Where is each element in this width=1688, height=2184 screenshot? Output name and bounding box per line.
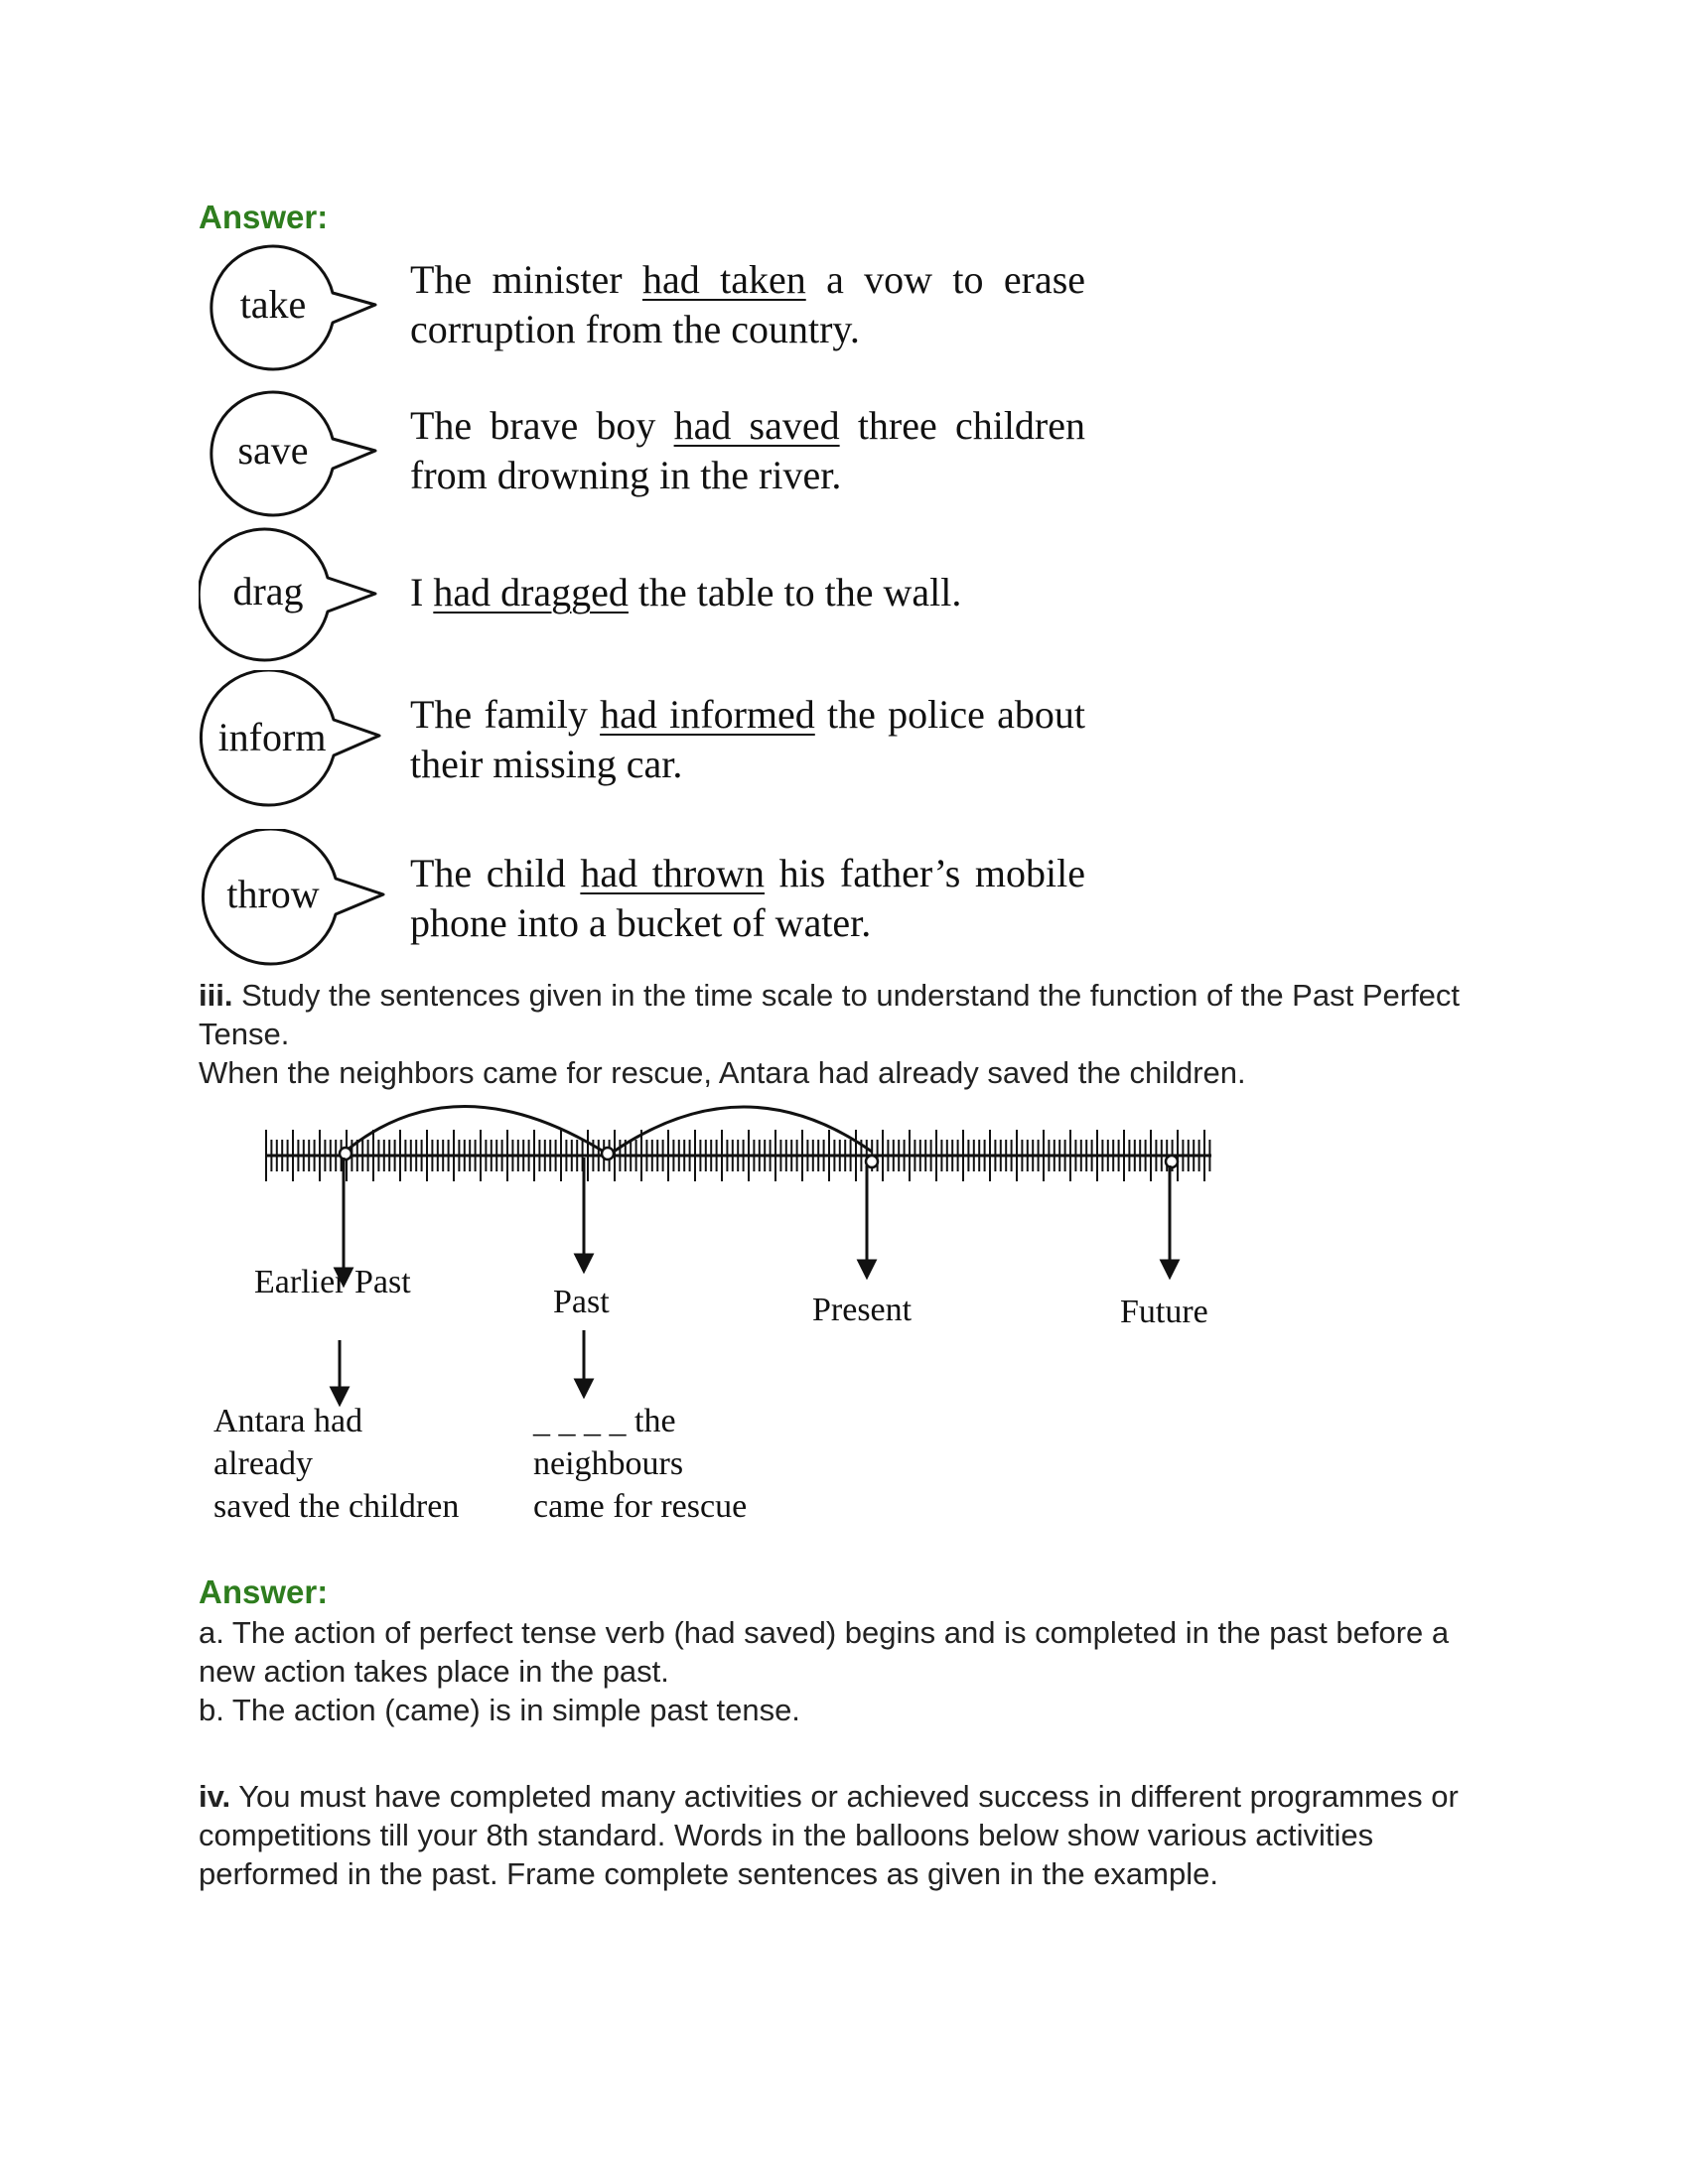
- sentence-post: the police about their missing car.: [410, 692, 1086, 786]
- section-text: Study the sentences given in the time scale to understand the function of the Past Perfect Tense.: [199, 978, 1461, 1051]
- verb-row-take: [199, 243, 1092, 382]
- text-line: neighbours: [533, 1445, 684, 1482]
- sentence-post: the table to the wall.: [628, 570, 962, 614]
- underlined-verb: had saved: [673, 403, 840, 448]
- past-sentence: [533, 1400, 747, 1528]
- node-past: [602, 1148, 614, 1160]
- sentence-post: three children from drowning in the river.: [410, 403, 1086, 497]
- label-earlier-past: Earlier Past: [254, 1264, 411, 1300]
- underlined-verb: had informed: [600, 692, 815, 737]
- verb-word: save: [237, 428, 309, 473]
- underlined-verb: had dragged: [433, 570, 629, 614]
- sentence-pre: The family: [410, 692, 601, 737]
- earlier-past-sentence: [213, 1400, 459, 1528]
- label-present: Present: [812, 1292, 913, 1328]
- text-line: already: [213, 1445, 314, 1482]
- label-future: Future: [1120, 1294, 1208, 1330]
- underlined-verb: had thrown: [580, 851, 766, 895]
- arrowhead-icon: [576, 1255, 592, 1271]
- text-line: Antara had: [213, 1403, 363, 1439]
- verb-sentence: [410, 690, 1085, 789]
- verb-word: drag: [232, 569, 304, 614]
- time-ruler: [266, 1130, 1211, 1181]
- underlined-verb: had taken: [641, 257, 806, 302]
- verb-row-inform: [199, 670, 1092, 809]
- verb-word: inform: [217, 715, 327, 759]
- verb-sentence: [410, 849, 1085, 948]
- text-line: came for rescue: [533, 1488, 748, 1525]
- text-line: _ _ _ _ the: [533, 1403, 676, 1439]
- section-text: You must have completed many activities or achieved success in different programmes or competitions till your 8th standard. Words in the balloons below show various activities performed in the past. Frame complete sentences as given in the example.: [199, 1779, 1459, 1891]
- answer-point-a: a. The action of perfect tense verb (had saved) begins and is completed in the past before a new action takes place in the past.: [199, 1615, 1450, 1689]
- sentence-pre: The child: [410, 851, 581, 895]
- sentence-post: his father’s mobile phone into a bucket of water.: [410, 851, 1086, 945]
- verb-row-save: [199, 389, 1092, 528]
- verb-row-throw: [199, 829, 1092, 968]
- node-future: [1166, 1156, 1178, 1167]
- sentence-pre: I: [410, 570, 434, 614]
- verb-sentence: [410, 401, 1085, 500]
- section-iii-example: When the neighbors came for rescue, Antara had already saved the children.: [199, 1055, 1246, 1090]
- section-iv-text: [199, 1777, 1489, 1893]
- verb-word: throw: [226, 872, 320, 916]
- arrowhead-icon: [1162, 1261, 1178, 1277]
- section-number: iii.: [199, 978, 233, 1013]
- answer-label: Answer:: [199, 1573, 329, 1610]
- answer-point-b: b. The action (came) is in simple past tense.: [199, 1693, 800, 1727]
- section-iii-intro: [199, 976, 1489, 1053]
- sentence-pre: The brave boy: [410, 403, 674, 448]
- node-earlier-past: [340, 1148, 352, 1160]
- verb-word: take: [239, 282, 307, 327]
- sentence-post: a vow to erase corruption from the country.: [410, 257, 1086, 351]
- label-past: Past: [553, 1284, 610, 1320]
- section-number: iv.: [199, 1779, 231, 1814]
- text-line: saved the children: [213, 1488, 460, 1525]
- verb-sentence: [410, 568, 1085, 617]
- arrowhead-icon: [859, 1261, 875, 1277]
- sentence-pre: The minister: [410, 257, 642, 302]
- arrowhead-icon: [576, 1380, 592, 1396]
- answer-label: Answer:: [199, 199, 329, 235]
- verb-sentence: [410, 255, 1085, 354]
- verb-row-drag: [199, 526, 1092, 665]
